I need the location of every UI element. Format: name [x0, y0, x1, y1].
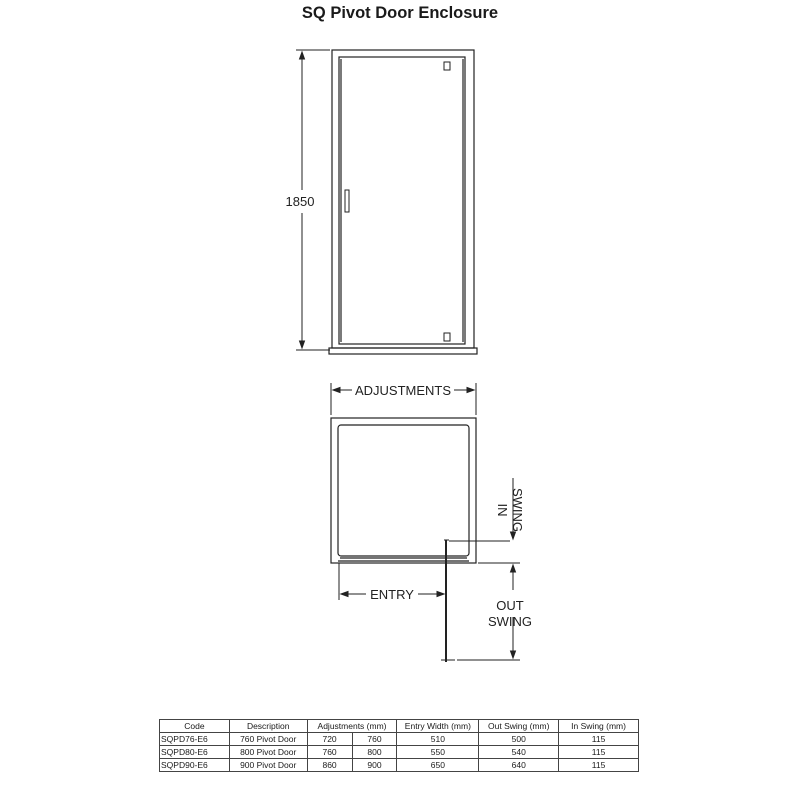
cell-adj-min: 720 — [307, 733, 352, 746]
header-adjustments: Adjustments (mm) — [307, 720, 397, 733]
cell-adj-max: 800 — [352, 746, 397, 759]
out-swing-label-line2: SWING — [487, 614, 533, 629]
cell-entry: 510 — [397, 733, 479, 746]
adjustments-label: ADJUSTMENTS — [354, 383, 452, 398]
cell-description: 800 Pivot Door — [229, 746, 307, 759]
cell-entry: 550 — [397, 746, 479, 759]
header-entry-width: Entry Width (mm) — [397, 720, 479, 733]
specification-table — [159, 719, 639, 772]
cell-in-swing: 115 — [559, 759, 639, 772]
cell-in-swing: 115 — [559, 733, 639, 746]
in-swing-label-line1: IN — [495, 503, 510, 517]
door-handle — [345, 190, 349, 212]
table-row — [160, 759, 639, 772]
cell-adj-min: 760 — [307, 746, 352, 759]
cell-adj-max: 900 — [352, 759, 397, 772]
cell-out-swing: 640 — [479, 759, 559, 772]
cell-in-swing: 115 — [559, 746, 639, 759]
enclosure-frame — [332, 50, 474, 348]
bottom-pivot-hinge — [444, 333, 450, 341]
in-swing-label-line2: SWING — [510, 487, 525, 533]
entry-label: ENTRY — [370, 587, 414, 602]
shower-tray — [329, 348, 477, 354]
door-panel — [339, 57, 465, 344]
header-in-swing: In Swing (mm) — [559, 720, 639, 733]
top-pivot-hinge — [444, 62, 450, 70]
cell-adj-min: 860 — [307, 759, 352, 772]
cell-code: SQPD76-E6 — [160, 733, 230, 746]
table-header-row — [160, 720, 639, 733]
out-swing-label-line1: OUT — [496, 598, 524, 613]
table-row — [160, 733, 639, 746]
header-description: Description — [229, 720, 307, 733]
cell-code: SQPD90-E6 — [160, 759, 230, 772]
cell-description: 900 Pivot Door — [229, 759, 307, 772]
header-code: Code — [160, 720, 230, 733]
header-out-swing: Out Swing (mm) — [479, 720, 559, 733]
height-label: 1850 — [285, 194, 315, 209]
tray-inner — [338, 425, 469, 556]
cell-code: SQPD80-E6 — [160, 746, 230, 759]
plan-view — [331, 418, 510, 662]
cell-description: 760 Pivot Door — [229, 733, 307, 746]
front-elevation — [329, 50, 477, 354]
cell-adj-max: 760 — [352, 733, 397, 746]
cell-out-swing: 500 — [479, 733, 559, 746]
page-title: SQ Pivot Door Enclosure — [301, 4, 499, 22]
cell-entry: 650 — [397, 759, 479, 772]
table-row — [160, 746, 639, 759]
cell-out-swing: 540 — [479, 746, 559, 759]
